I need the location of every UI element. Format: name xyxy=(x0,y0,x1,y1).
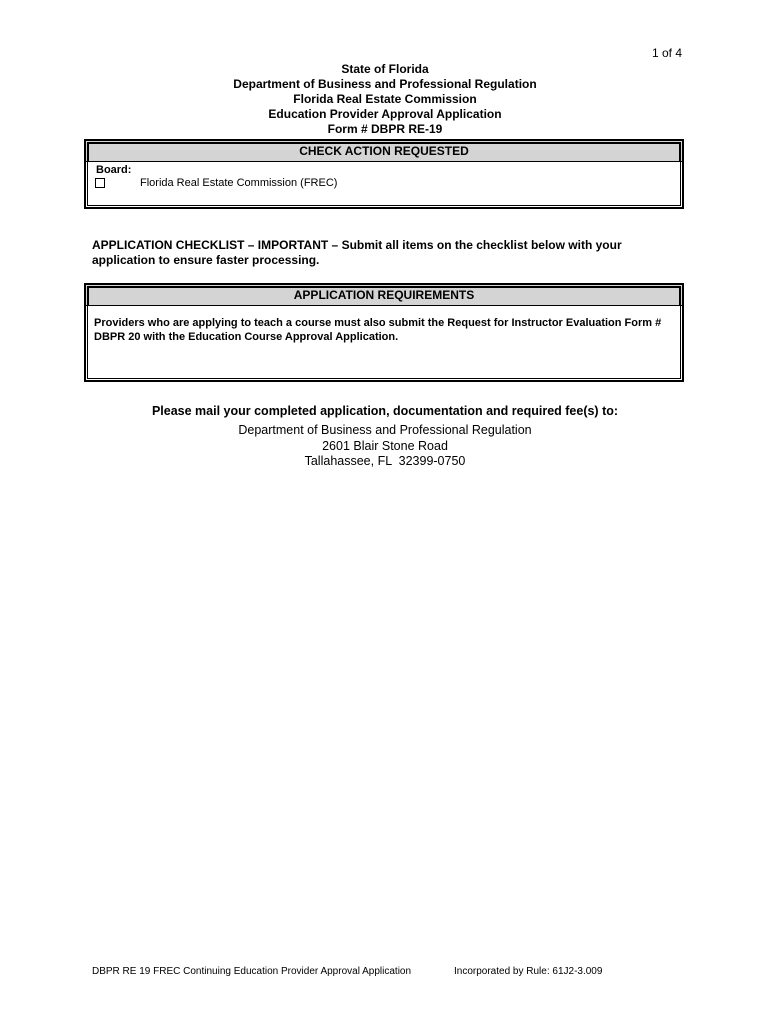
address-line-3: Tallahassee, FL 32399-0750 xyxy=(304,454,466,468)
header-department: Department of Business and Professional Regulation xyxy=(233,77,537,91)
application-checklist-notice: APPLICATION CHECKLIST – IMPORTANT – Submit all items on the checklist below with your application to ensure faster processing. xyxy=(92,238,622,267)
footer-form-name: DBPR RE 19 FREC Continuing Education Provider Approval Application xyxy=(92,966,412,977)
mailing-heading: Please mail your completed application, documentation and required fee(s) to: xyxy=(151,404,619,418)
mailing-address xyxy=(0,423,770,470)
header-commission: Florida Real Estate Commission xyxy=(293,92,477,106)
board-label: Board: xyxy=(96,164,132,176)
frec-checkbox[interactable] xyxy=(95,178,105,188)
application-requirements-box xyxy=(84,283,684,382)
application-requirements-text: Providers who are applying to teach a course must also submit the Request for Instructor Evaluation Form # DBPR 20 with the Education Course Approval Application. xyxy=(94,317,662,343)
application-requirements-title: APPLICATION REQUIREMENTS xyxy=(86,285,682,306)
header-state: State of Florida xyxy=(341,62,429,76)
form-header xyxy=(0,62,770,137)
header-application-title: Education Provider Approval Application xyxy=(268,107,502,121)
address-line-2: 2601 Blair Stone Road xyxy=(322,438,448,453)
header-form-number: Form # DBPR RE-19 xyxy=(327,122,443,136)
check-action-box xyxy=(84,139,684,209)
frec-option-label: Florida Real Estate Commission (FREC) xyxy=(140,177,338,189)
address-line-1: Department of Business and Professional Regulation xyxy=(238,423,532,437)
page-number: 1 of 4 xyxy=(651,46,682,60)
footer-rule: Incorporated by Rule: 61J2-3.009 xyxy=(454,966,603,977)
check-action-title: CHECK ACTION REQUESTED xyxy=(86,141,682,162)
